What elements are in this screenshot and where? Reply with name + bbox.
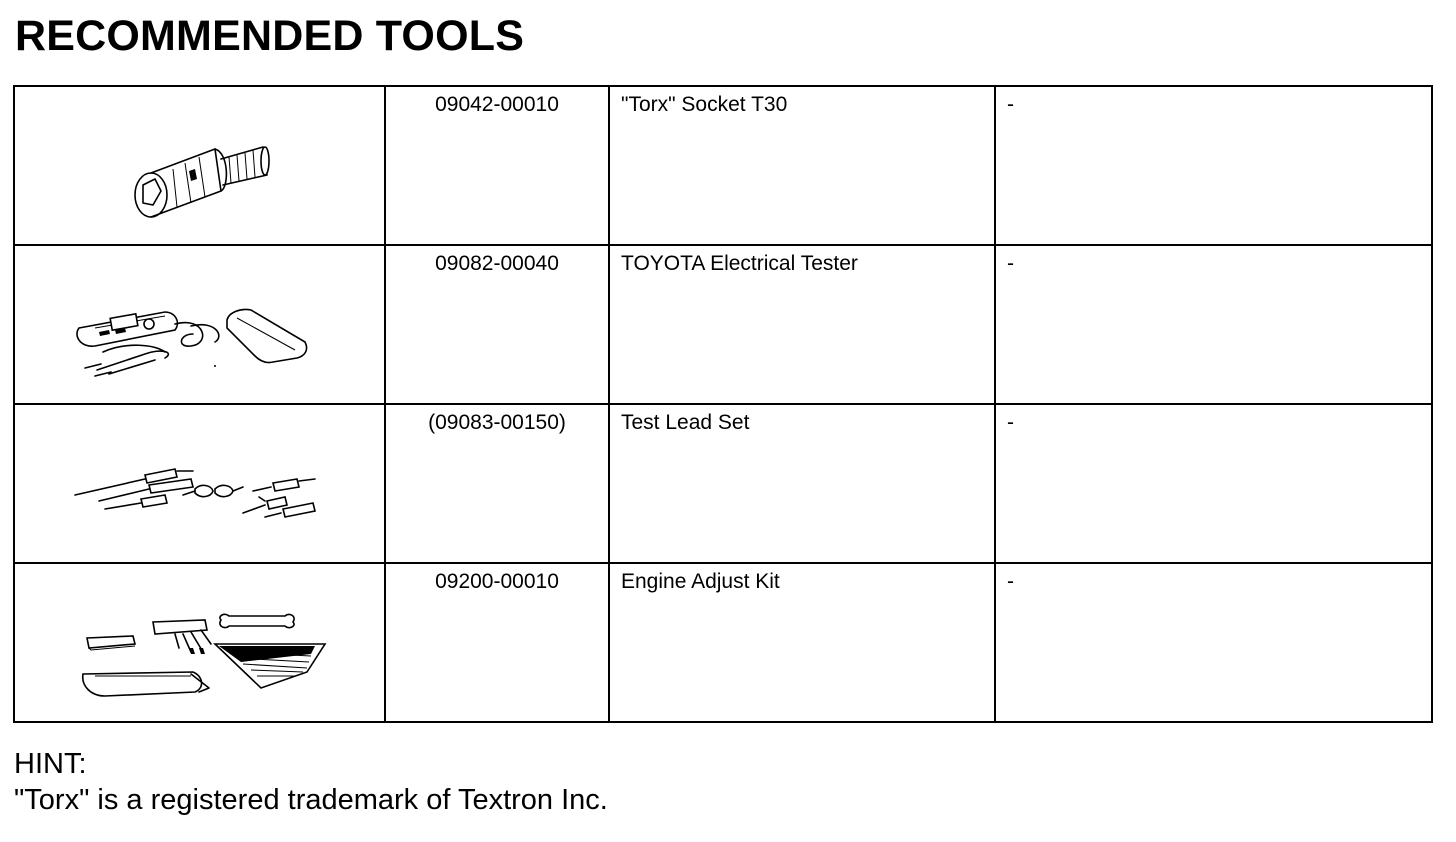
tool-name-cell — [609, 86, 995, 245]
part-number-cell — [385, 404, 609, 563]
remark-cell — [995, 563, 1432, 722]
part-number-cell — [385, 563, 609, 722]
electrical-tester-illustration — [15, 246, 382, 403]
part-number: (09083-00150) — [428, 411, 566, 434]
table-row — [14, 245, 1432, 404]
tool-image-cell — [14, 563, 385, 722]
remark: - — [1007, 570, 1014, 593]
test-lead-set-illustration — [15, 405, 382, 562]
tool-image-cell — [14, 245, 385, 404]
hint-text: "Torx" is a registered trademark of Textron Inc. — [14, 784, 608, 816]
remark-cell — [995, 245, 1432, 404]
remark-cell — [995, 86, 1432, 245]
table-row — [14, 563, 1432, 722]
tool-name-cell — [609, 245, 995, 404]
tool-name: "Torx" Socket T30 — [621, 93, 788, 116]
page-title: RECOMMENDED TOOLS — [15, 12, 525, 60]
part-number-cell — [385, 86, 609, 245]
socket-illustration — [15, 87, 382, 244]
tool-name: Test Lead Set — [621, 411, 750, 434]
part-number: 09042-00010 — [435, 93, 559, 116]
tool-name-cell — [609, 404, 995, 563]
hint-label: HINT: — [14, 748, 87, 780]
table-row — [14, 86, 1432, 245]
remark: - — [1007, 411, 1014, 434]
part-number: 09082-00040 — [435, 252, 559, 275]
remark: - — [1007, 93, 1014, 116]
hint-block — [14, 746, 608, 818]
engine-adjust-kit-illustration — [15, 564, 382, 721]
part-number-cell — [385, 245, 609, 404]
recommended-tools-table — [13, 85, 1433, 723]
tool-image-cell — [14, 404, 385, 563]
part-number: 09200-00010 — [435, 570, 559, 593]
remark-cell — [995, 404, 1432, 563]
tool-name: Engine Adjust Kit — [621, 570, 780, 593]
remark: - — [1007, 252, 1014, 275]
tool-image-cell — [14, 86, 385, 245]
tool-name: TOYOTA Electrical Tester — [621, 252, 858, 275]
tool-name-cell — [609, 563, 995, 722]
table-row — [14, 404, 1432, 563]
